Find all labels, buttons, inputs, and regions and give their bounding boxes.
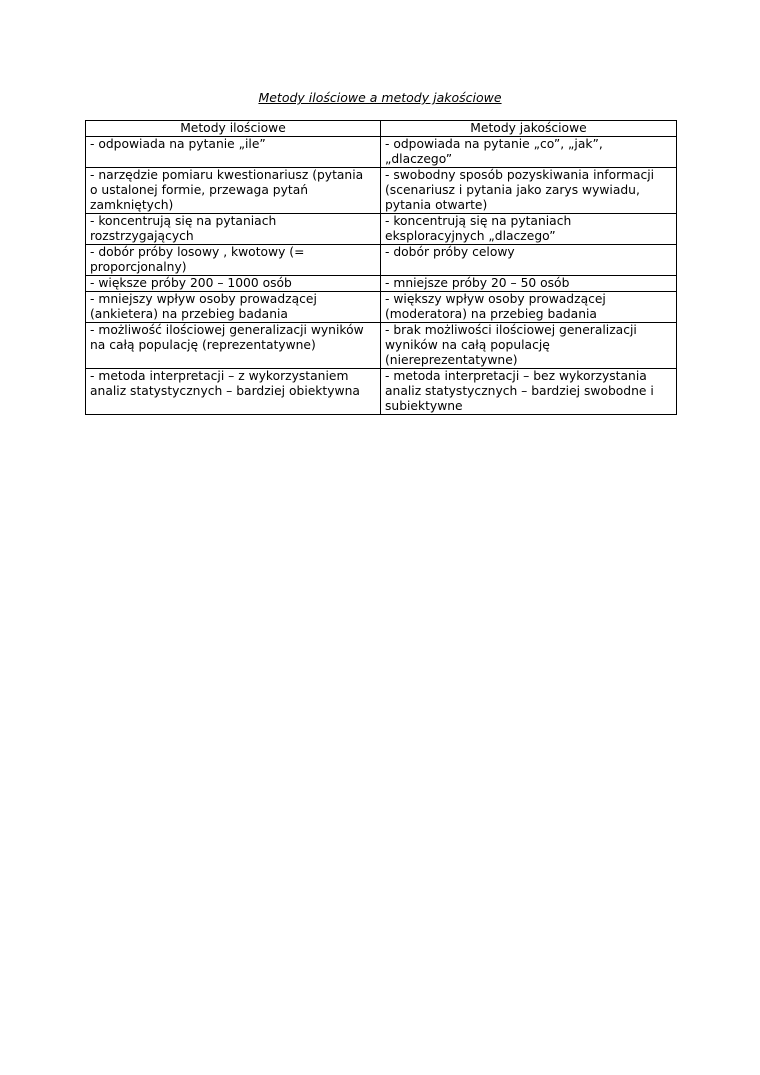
table-row — [86, 214, 677, 245]
cell-quantitative: - możliwość ilościowej generalizacji wyników na całą populację (reprezentatywne) — [86, 323, 381, 369]
cell-qualitative: - koncentrują się na pytaniach eksploracyjnych „dlaczego” — [381, 214, 677, 245]
header-quantitative: Metody ilościowe — [86, 121, 381, 137]
cell-quantitative: - mniejszy wpływ osoby prowadzącej (ankietera) na przebieg badania — [86, 292, 381, 323]
cell-qualitative: - większy wpływ osoby prowadzącej (moderatora) na przebieg badania — [381, 292, 677, 323]
cell-qualitative: - metoda interpretacji – bez wykorzystania analiz statystycznych – bardziej swobodne i subiektywne — [381, 369, 677, 415]
cell-qualitative: - swobodny sposób pozyskiwania informacji (scenariusz i pytania jako zarys wywiadu, pytania otwarte) — [381, 168, 677, 214]
cell-quantitative: - koncentrują się na pytaniach rozstrzygających — [86, 214, 381, 245]
cell-quantitative: - dobór próby losowy , kwotowy (= proporcjonalny) — [86, 245, 381, 276]
cell-qualitative: - dobór próby celowy — [381, 245, 677, 276]
table-row — [86, 168, 677, 214]
page-title: Metody ilościowe a metody jakościowe — [258, 90, 502, 105]
cell-quantitative: - metoda interpretacji – z wykorzystaniem analiz statystycznych – bardziej obiektywna — [86, 369, 381, 415]
cell-qualitative: - mniejsze próby 20 – 50 osób — [381, 276, 677, 292]
cell-qualitative: - brak możliwości ilościowej generalizacji wyników na całą populację (niereprezentatywne) — [381, 323, 677, 369]
cell-quantitative: - większe próby 200 – 1000 osób — [86, 276, 381, 292]
table-row — [86, 137, 677, 168]
table-header-row — [86, 121, 677, 137]
table-row — [86, 292, 677, 323]
header-qualitative: Metody jakościowe — [381, 121, 677, 137]
table-row — [86, 369, 677, 415]
table-row — [86, 245, 677, 276]
cell-quantitative: - odpowiada na pytanie „ile” — [86, 137, 381, 168]
cell-qualitative: - odpowiada na pytanie „co”, „jak”, „dlaczego” — [381, 137, 677, 168]
cell-quantitative: - narzędzie pomiaru kwestionariusz (pytania o ustalonej formie, przewaga pytań zamkniętych) — [86, 168, 381, 214]
comparison-table — [85, 120, 677, 415]
table-row — [86, 323, 677, 369]
table-row — [86, 276, 677, 292]
